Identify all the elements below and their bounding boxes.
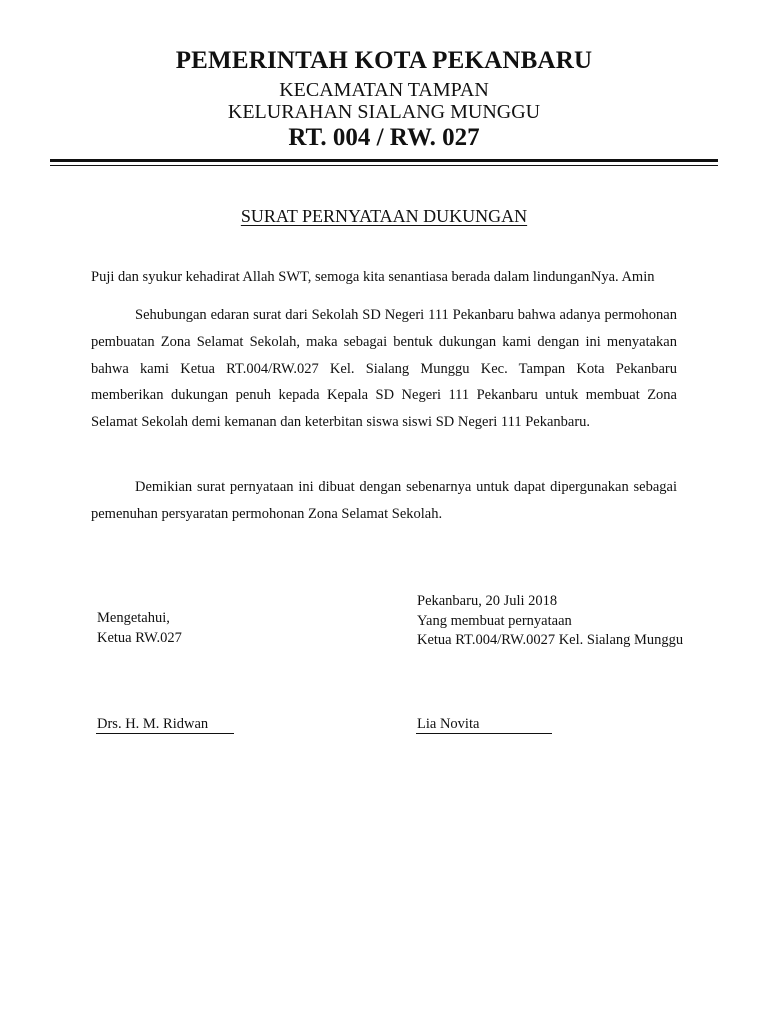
- letterhead-divider-thin: [50, 165, 718, 166]
- signature-block-right: [417, 592, 683, 651]
- closing-paragraph: Demikian surat pernyataan ini dibuat dengan sebenarnya untuk dapat dipergunakan sebagai pemenuhan persyaratan permohonan Zona Selamat Sekolah.: [91, 479, 677, 522]
- signature-line-left: [96, 733, 234, 734]
- place-date: Pekanbaru, 20 Juli 2018: [417, 593, 558, 609]
- signature-block-left: [97, 609, 182, 648]
- letterhead-district: KECAMATAN TAMPAN: [279, 79, 489, 101]
- rt-head-title: Ketua RT.004/RW.0027 Kel. Sialang Munggu: [417, 632, 684, 648]
- signer-name-left: Drs. H. M. Ridwan: [97, 716, 209, 732]
- signer-name-right: Lia Novita: [417, 716, 480, 732]
- letterhead-divider-thick: [50, 159, 718, 162]
- opening-paragraph: Puji dan syukur kehadirat Allah SWT, semoga kita senantiasa berada dalam lindunganNya. Amin: [91, 269, 655, 285]
- letterhead-government: PEMERINTAH KOTA PEKANBARU: [175, 47, 593, 74]
- document-title: [0, 206, 768, 227]
- document-title-text: SURAT PERNYATAAN DUKUNGAN: [240, 206, 528, 226]
- signature-line-right: [416, 733, 552, 734]
- declarant-label: Yang membuat pernyataan: [417, 612, 572, 629]
- rw-head-title: Ketua RW.027: [97, 629, 182, 646]
- acknowledged-label: Mengetahui,: [97, 610, 170, 626]
- letterhead-rt-rw: RT. 004 / RW. 027: [288, 124, 480, 151]
- letterhead-village: KELURAHAN SIALANG MUNGGU: [227, 101, 541, 123]
- body-paragraph: Sehubungan edaran surat dari Sekolah SD Negeri 111 Pekanbaru bahwa adanya permohonan pembuatan Zona Selamat Sekolah, maka sebagai bentuk dukungan kami dengan ini menyatakan bahwa kami Ketua RT.004/RW.027 Kel. Sialang Munggu Kec. Tampan Kota Pekanbaru memberikan dukungan penuh kepada Kepala SD Negeri 111 Pekanbaru untuk membuat Zona Selamat Sekolah demi kemanan dan keterbitan siswa siswi SD Negeri 111 Pekanbaru.: [91, 307, 677, 431]
